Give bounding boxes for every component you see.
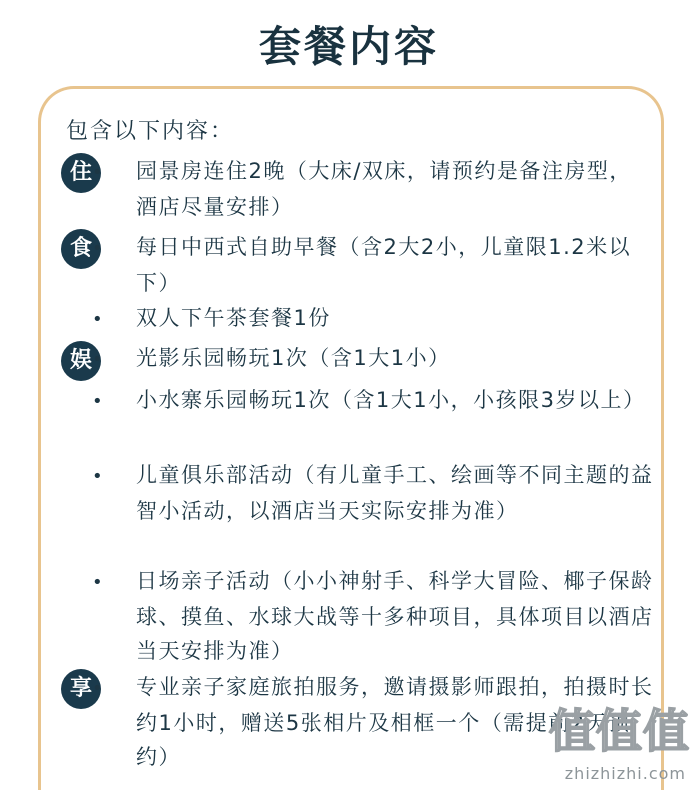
item-text: 儿童俱乐部活动（有儿童手工、绘画等不同主题的益智小活动，以酒店当天实际安排为准） <box>136 463 654 523</box>
watermark-logo: 值值值 <box>549 704 690 758</box>
badge-enjoy: 享 <box>61 669 101 709</box>
item-text: 园景房连住2晚（大床/双床，请预约是备注房型，酒店尽量安排） <box>136 159 632 219</box>
list-item <box>92 301 654 337</box>
bullet-icon: • <box>92 391 105 412</box>
list-item <box>92 341 654 377</box>
bullet-icon: • <box>92 349 105 370</box>
item-text: 专业亲子家庭旅拍服务，邀请摄影师跟拍，拍摄时长约1小时，赠送5张相片及相框一个（需提前2天预约） <box>136 675 654 769</box>
item-text: 日场亲子活动（小小神射手、科学大冒险、椰子保龄球、摸鱼、水球大战等十多种项目，具体项目以酒店当天安排为准） <box>136 569 654 663</box>
bullet-icon: • <box>92 466 105 487</box>
item-text: 每日中西式自助早餐（含2大2小，儿童限1.2米以下） <box>136 235 632 295</box>
badge-stay: 住 <box>61 153 101 193</box>
item-text: 双人下午茶套餐1份 <box>136 306 331 330</box>
bullet-icon: • <box>92 678 105 699</box>
page-title: 套餐内容 <box>258 22 439 71</box>
list-item <box>92 564 654 668</box>
bullet-icon: • <box>92 572 105 593</box>
badge-food: 食 <box>61 229 101 269</box>
bullet-icon: • <box>92 162 105 183</box>
list-item <box>92 383 654 419</box>
intro-text: 包含以下内容： <box>66 119 235 144</box>
list-item <box>92 154 654 224</box>
bullet-icon: • <box>92 309 105 330</box>
list-item <box>92 458 654 528</box>
badge-entertainment: 娱 <box>61 341 101 381</box>
list-item <box>92 230 654 300</box>
item-text: 光影乐园畅玩1次（含1大1小） <box>136 346 451 370</box>
watermark-url: zhizhizhi.com <box>564 764 686 783</box>
bullet-icon: • <box>92 238 105 259</box>
item-text: 小水寨乐园畅玩1次（含1大1小，小孩限3岁以上） <box>136 388 646 412</box>
